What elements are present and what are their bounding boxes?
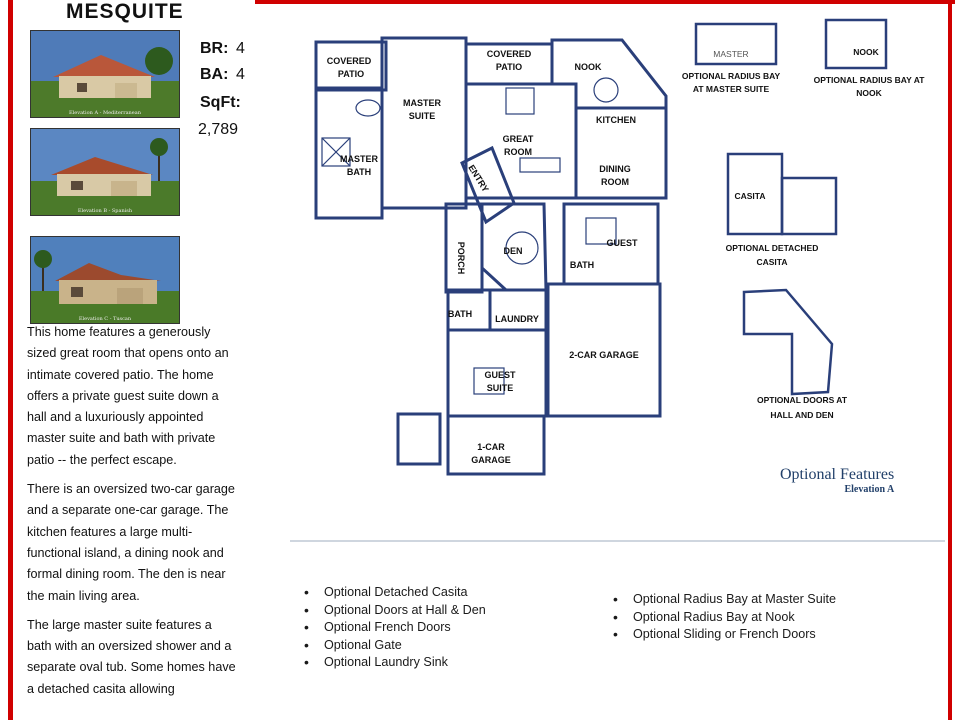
optional-features-title: Optional Features bbox=[780, 466, 895, 483]
feature-item: • Optional Laundry Sink bbox=[298, 654, 486, 672]
feature-item: • Optional Radius Bay at Master Suite bbox=[607, 591, 836, 609]
elevation-photo-c bbox=[30, 236, 180, 324]
label-laundry: LAUNDRY bbox=[495, 314, 539, 324]
label-den: DEN bbox=[503, 246, 523, 256]
feature-item: • Optional Gate bbox=[298, 637, 486, 655]
inset-nook-small: NOOK bbox=[853, 47, 879, 57]
svg-text:OPTIONAL RADIUS BAYAT MASTER S: OPTIONAL RADIUS BAY AT MASTER SUITE bbox=[681, 71, 781, 94]
bedrooms-label: BR: bbox=[200, 40, 229, 57]
red-frame-right bbox=[948, 4, 952, 720]
label-porch: PORCH bbox=[456, 241, 466, 275]
label-nook: NOOK bbox=[574, 62, 602, 72]
description bbox=[27, 322, 239, 708]
floor-plan bbox=[286, 8, 946, 540]
optional-features-subtitle: Elevation A bbox=[844, 484, 895, 495]
svg-text:OPTIONAL DETACHEDCASITA: OPTIONAL DETACHED CASITA bbox=[725, 243, 819, 267]
feature-item: • Optional Sliding or French Doors bbox=[607, 626, 836, 644]
sqft-value: 2,789 bbox=[198, 121, 239, 138]
description-paragraph-3: The large master suite features a bath with an oversized shower and a separate oval tub. Some homes have a detached casita allowing bbox=[27, 617, 236, 696]
elevation-caption-a: Elevation A - Mediterranean bbox=[69, 110, 141, 116]
optional-features-caption bbox=[780, 466, 894, 495]
elevation-caption-b: Elevation B - Spanish bbox=[77, 208, 133, 214]
svg-text:GUESTSUITE: GUEST SUITE bbox=[484, 370, 516, 393]
features-list-right bbox=[607, 591, 836, 644]
label-guest: GUEST bbox=[606, 238, 638, 248]
feature-item: • Optional Radius Bay at Nook bbox=[607, 609, 836, 627]
elevation-photo-a bbox=[30, 30, 180, 118]
description-paragraph-2: There is an oversized two-car garage and a separate one-car garage. The kitchen features a large multi-functional island, a dining nook and formal dining room. The den is near the main living area. bbox=[27, 482, 235, 603]
label-entry: ENTRY bbox=[466, 162, 491, 194]
label-two-car-garage: 2-CAR GARAGE bbox=[569, 350, 639, 360]
svg-text:MASTERBATH: MASTER BATH bbox=[340, 154, 378, 177]
red-frame-top bbox=[255, 0, 955, 4]
section-divider bbox=[290, 540, 945, 542]
bedrooms-value: 4 bbox=[236, 40, 245, 57]
svg-text:1-CARGARAGE: 1-CAR GARAGE bbox=[471, 442, 511, 465]
svg-text:OPTIONAL RADIUS BAY ATNOOK: OPTIONAL RADIUS BAY AT NOOK bbox=[813, 75, 925, 98]
description-paragraph-1: This home features a generously sized great room that opens onto an intimate covered patio. The home offers a private guest suite down a hall and a luxuriously appointed master suite and bath with private patio -- the perfect escape. bbox=[27, 325, 229, 467]
feature-item: • Optional French Doors bbox=[298, 619, 486, 637]
red-frame-left bbox=[8, 0, 13, 720]
feature-item: • Optional Doors at Hall & Den bbox=[298, 602, 486, 620]
feature-item: • Optional Detached Casita bbox=[298, 584, 486, 602]
inset-master-small: MASTER bbox=[713, 49, 749, 59]
inset-casita: CASITA bbox=[734, 191, 766, 201]
svg-text:MASTERSUITE: MASTER SUITE bbox=[403, 98, 441, 121]
features-list-left bbox=[298, 584, 486, 672]
label-covered-patio-left: COVERED PATIO bbox=[326, 56, 372, 79]
svg-text:COVEREDPATIO: COVERED PATIO bbox=[486, 49, 532, 72]
sqft-label: SqFt: bbox=[200, 94, 241, 111]
elevation-photo-b bbox=[30, 128, 180, 216]
svg-text:GREATROOM: GREAT ROOM bbox=[502, 134, 534, 157]
label-bath-hall: BATH bbox=[447, 309, 473, 319]
label-kitchen: KITCHEN bbox=[596, 115, 636, 125]
plan-title: MESQUITE bbox=[66, 0, 184, 23]
bathrooms-label: BA: bbox=[200, 66, 229, 83]
bathrooms-value: 4 bbox=[236, 66, 245, 83]
label-bath-guest: BATH bbox=[569, 260, 595, 270]
elevation-caption-c: Elevation C - Tuscan bbox=[78, 316, 132, 322]
svg-text:OPTIONAL DOORS ATHALL AND DEN: OPTIONAL DOORS AT HALL AND DEN bbox=[756, 395, 848, 420]
svg-text:DININGROOM: DINING ROOM bbox=[599, 164, 631, 187]
